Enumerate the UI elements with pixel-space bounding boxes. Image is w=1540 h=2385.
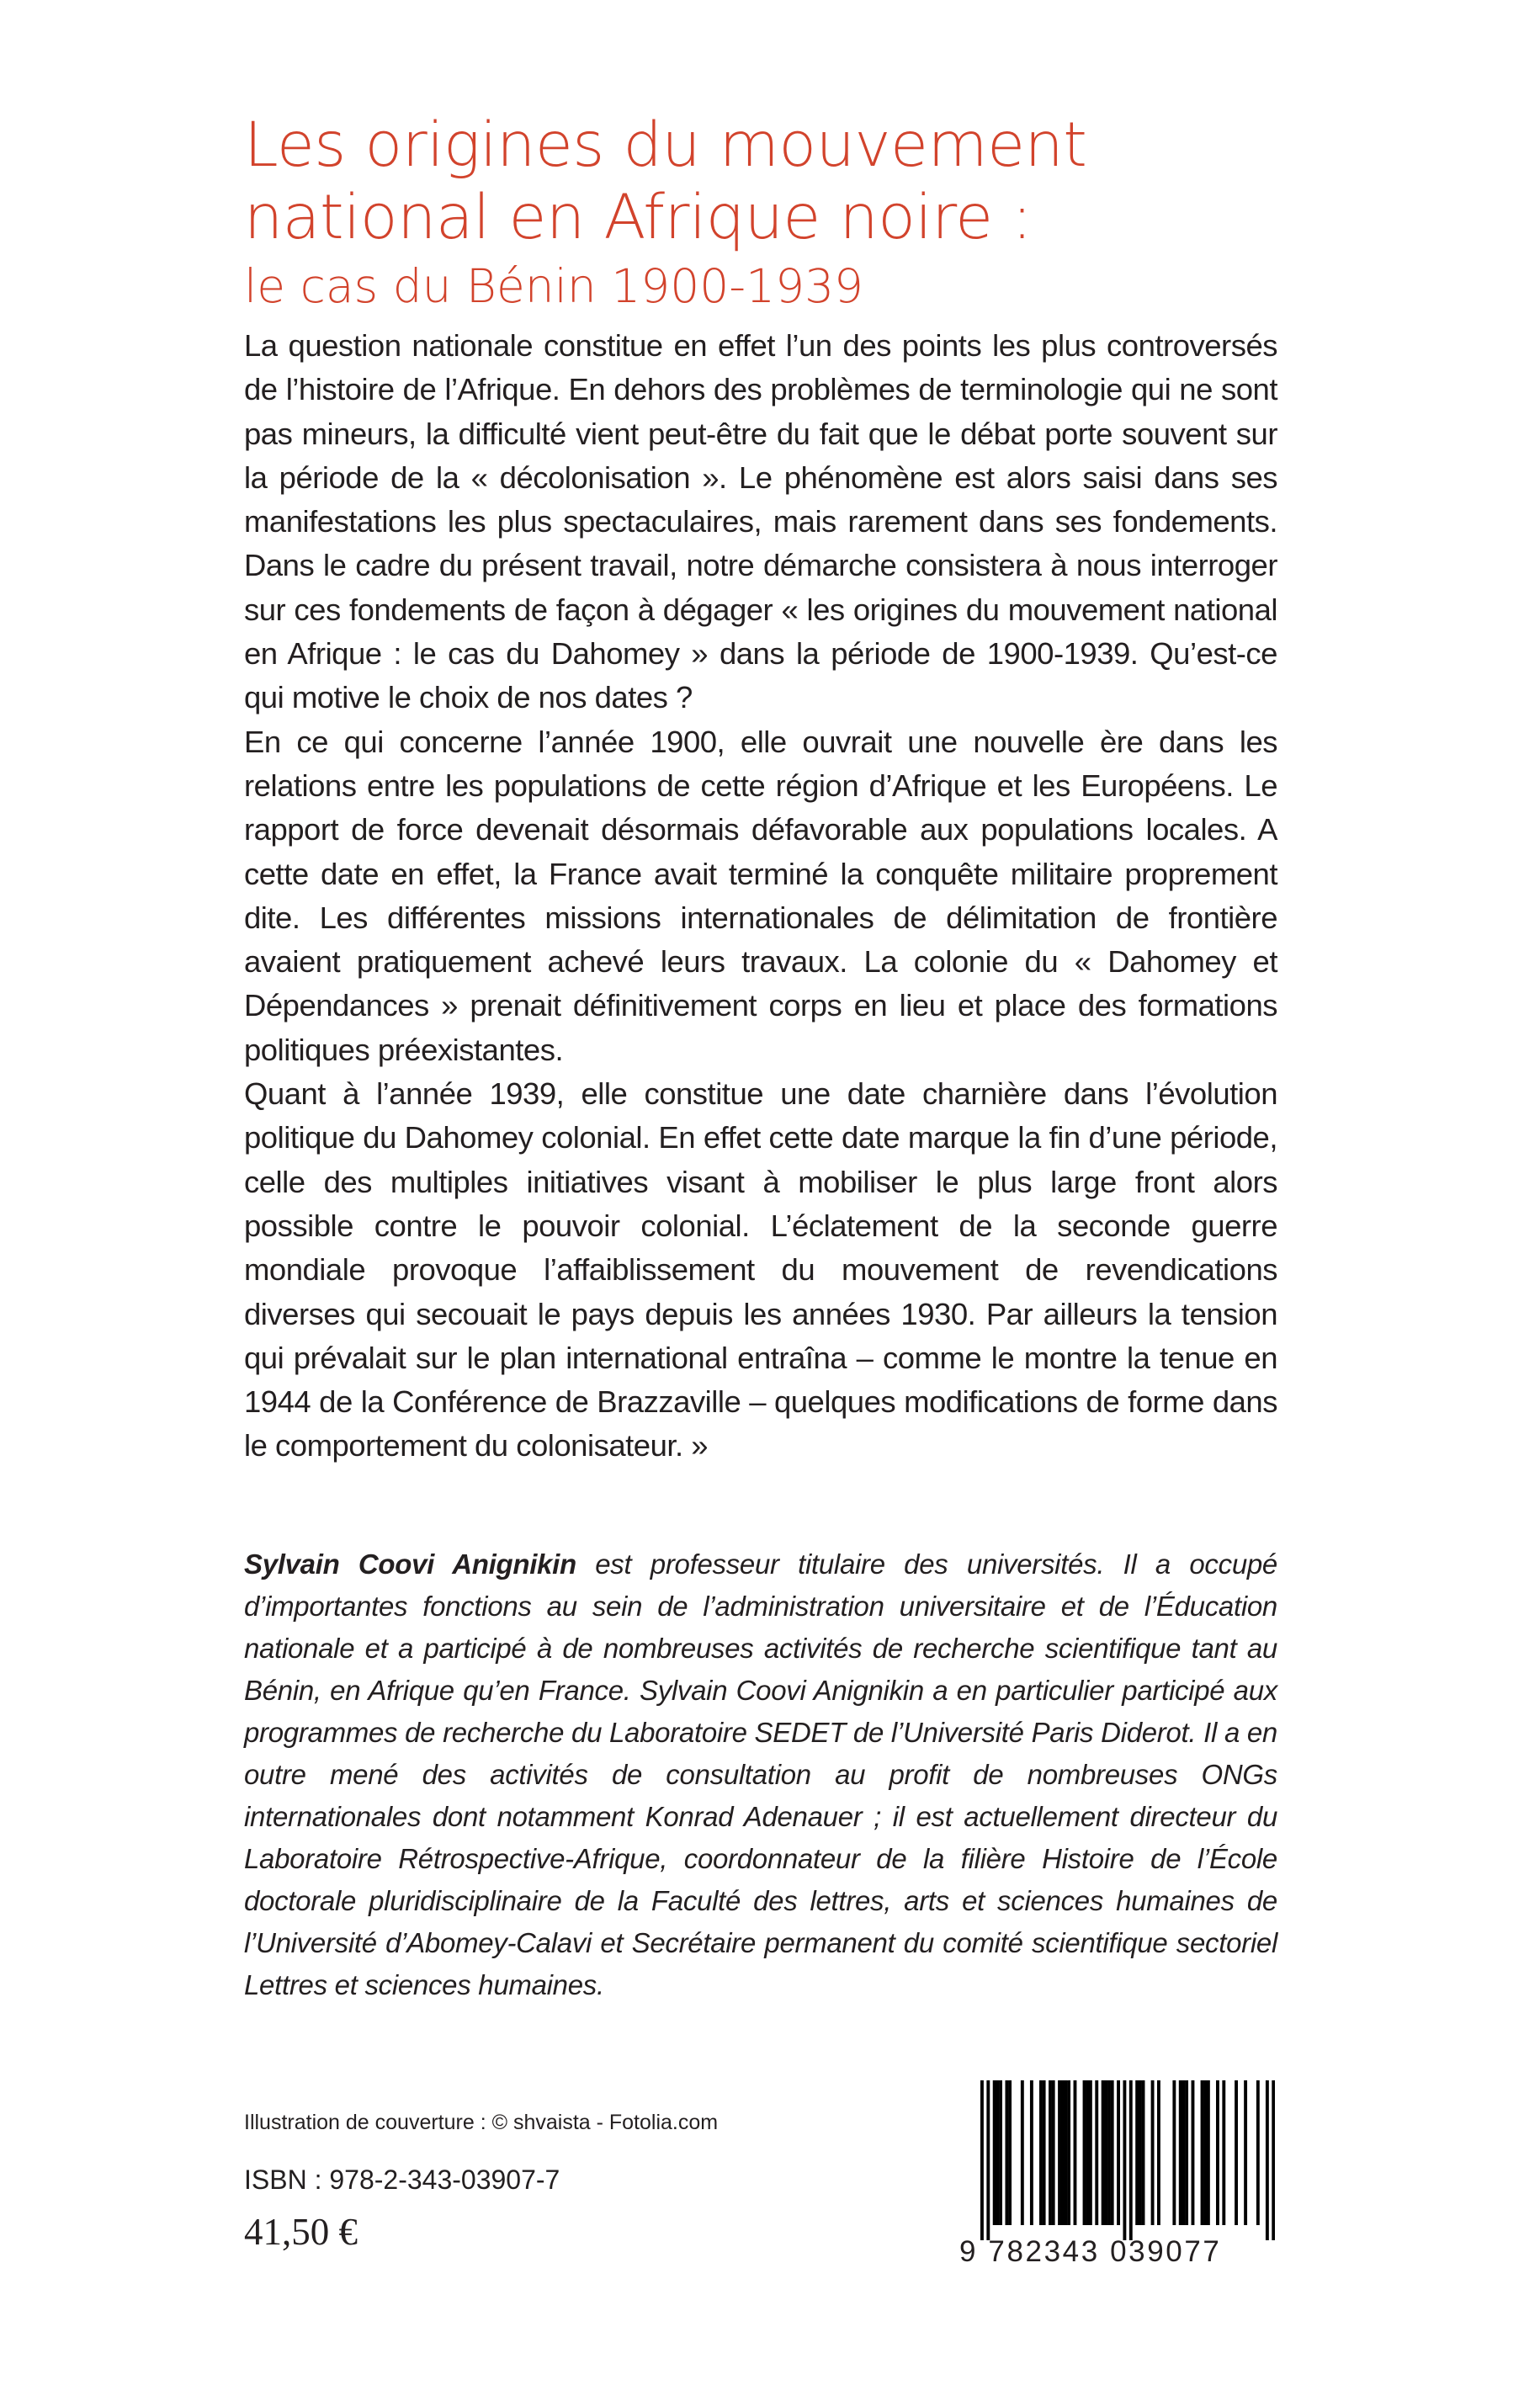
isbn-barcode (959, 2080, 1279, 2268)
barcode-bar (1102, 2080, 1105, 2225)
barcode-bar (1266, 2080, 1269, 2240)
barcode-bar (1067, 2080, 1070, 2225)
barcode-bar (1049, 2080, 1052, 2225)
barcode-bar (1222, 2080, 1225, 2225)
barcode-bar (1139, 2080, 1142, 2225)
cover-title-block (244, 109, 1338, 316)
summary-text (244, 324, 1277, 1469)
barcode-bar (1135, 2080, 1139, 2225)
barcode-bar (993, 2080, 996, 2225)
barcode-bar (1008, 2080, 1012, 2225)
author-bio-text: est professeur titulaire des universités. Il a occupé d’importantes fonctions au sein de l’administration universitaire et de l’Éducation nationale et a participé à de nombreuses activités de recherche scientifique tant au Bénin, en Afrique qu’en France. Sylvain Coovi Anignikin a en particulier participé aux programmes de recherche du Laboratoire SEDET de l’Université Paris Diderot. Il a en outre mené des activités de consultation au profit de nombreuses ONGs internationales dont notamment Konrad Adenauer ; il est actuellement directeur du Laboratoire Rétrospective-Afrique, coordonnateur de la filière Histoire de l’École doctorale pluridisciplinaire de la Faculté des lettres, arts et sciences humaines de l’Université d’Abomey-Calavi et Secrétaire permanent du comité scientifique sectoriel Lettres et sciences humaines. (244, 1548, 1277, 2000)
barcode-bar (1005, 2080, 1008, 2225)
barcode-bar (1052, 2080, 1055, 2225)
barcode-bar (980, 2080, 984, 2240)
barcode-bar (1185, 2080, 1188, 2225)
title-line-2: national en Afrique noire : (244, 182, 1033, 253)
author-bio (244, 1543, 1277, 2006)
barcode-bar (1043, 2080, 1046, 2225)
barcode-bar (999, 2080, 1002, 2225)
barcode-bar (1083, 2080, 1086, 2225)
summary-paragraph-2: En ce qui concerne l’année 1900, elle ouvrait une nouvelle ère dans les relations entre les populations de cette région d’Afrique et les Européens. Le rapport de force devenait désormais défavorable aux populations locales. A cette date en effet, la France avait terminé la conquête militaire proprement dite. Les différentes missions internationales de délimitation de frontière avaient pratiquement achevé leurs travaux. La colonie du « Dahomey et Dépendances » prenait définitivement corps en lieu et place des formations politiques préexistantes. (244, 724, 1277, 1067)
barcode-bar (1216, 2080, 1219, 2225)
barcode-digits: 9 782343 039077 (959, 2235, 1222, 2268)
barcode-bar (1117, 2080, 1120, 2225)
isbn: ISBN : 978-2-343-03907-7 (244, 2165, 560, 2195)
barcode-bar (1021, 2080, 1024, 2225)
barcode-bar (1151, 2080, 1155, 2225)
barcode-bar (1058, 2080, 1061, 2225)
barcode-bar (1244, 2080, 1247, 2225)
barcode-bar (1030, 2080, 1033, 2225)
summary-paragraph-3: Quant à l’année 1939, elle constitue une date charnière dans l’évolution politique du Dahomey colonial. En effet cette date marque la fin d’une période, celle des multiples initiatives visant à mobiliser le plus large front alors possible contre le pouvoir colonial. L’éclatement de la seconde guerre mondiale provoque l’affaiblissement du mouvement de revendications diverses qui secouait le pays depuis les années 1930. Par ailleurs la tension qui prévalait sur le plan international entraîna – comme le montre la tenue en 1944 de la Conférence de Brazzaville – quelques modifications de forme dans le comportement du colonisateur. » (244, 1076, 1277, 1463)
title-line-1: Les origines du mouvement (244, 109, 1087, 181)
barcode-bar (1182, 2080, 1185, 2225)
barcode-bar (1064, 2080, 1067, 2225)
barcode-bar (1201, 2080, 1204, 2225)
barcode-bar (1095, 2080, 1098, 2225)
barcode-bar (1089, 2080, 1092, 2225)
barcode-bar (1074, 2080, 1077, 2225)
barcode-bar (1179, 2080, 1182, 2225)
illustration-credit: Illustration de couverture : © shvaista - Fotolia.com (244, 2111, 719, 2134)
barcode-bar (1157, 2080, 1160, 2225)
barcode-bar (1111, 2080, 1114, 2225)
price: 41,50 € (244, 2211, 358, 2253)
barcode-bar (1203, 2080, 1207, 2225)
barcode-bar (1192, 2080, 1195, 2225)
barcode-bar (1207, 2080, 1210, 2225)
barcode-bar (1272, 2080, 1275, 2240)
barcode-bar (1061, 2080, 1065, 2225)
barcode-bar (1039, 2080, 1043, 2225)
author-bio-paragraph (244, 1543, 1277, 2006)
barcode-bar (986, 2080, 990, 2240)
barcode-bar (1142, 2080, 1145, 2225)
barcode-bar (1256, 2080, 1260, 2225)
subtitle: le cas du Bénin 1900-1939 (244, 259, 864, 313)
barcode-bar (1107, 2080, 1111, 2225)
author-name: Sylvain Coovi Anignikin (244, 1548, 576, 1580)
summary-paragraph-1: La question nationale constitue en effet l’un des points les plus controversés de l’histoire de l’Afrique. En dehors des problèmes de terminologie qui ne sont pas mineurs, la difficulté vient peut-être du fait que le débat porte souvent sur la période de la « décolonisation ». Le phénomène est alors saisi dans ses manifestations les plus spectaculaires, mais rarement dans ses fondements. Dans le cadre du présent travail, notre démarche consistera à nous interroger sur ces fondements de façon à dégager « les origines du mouvement national en Afrique : le cas du Dahomey » dans la période de 1900-1939. Qu’est-ce qui motive le choix de nos dates ? (244, 328, 1277, 715)
barcode-bar (1172, 2080, 1176, 2225)
barcode-bar (996, 2080, 999, 2225)
barcode-bar (1129, 2080, 1133, 2240)
barcode-bar (1104, 2080, 1107, 2225)
barcode-bar (1123, 2080, 1126, 2240)
barcode-bar (1086, 2080, 1089, 2225)
barcode-bars (980, 2080, 1275, 2240)
barcode-bar (1235, 2080, 1238, 2225)
